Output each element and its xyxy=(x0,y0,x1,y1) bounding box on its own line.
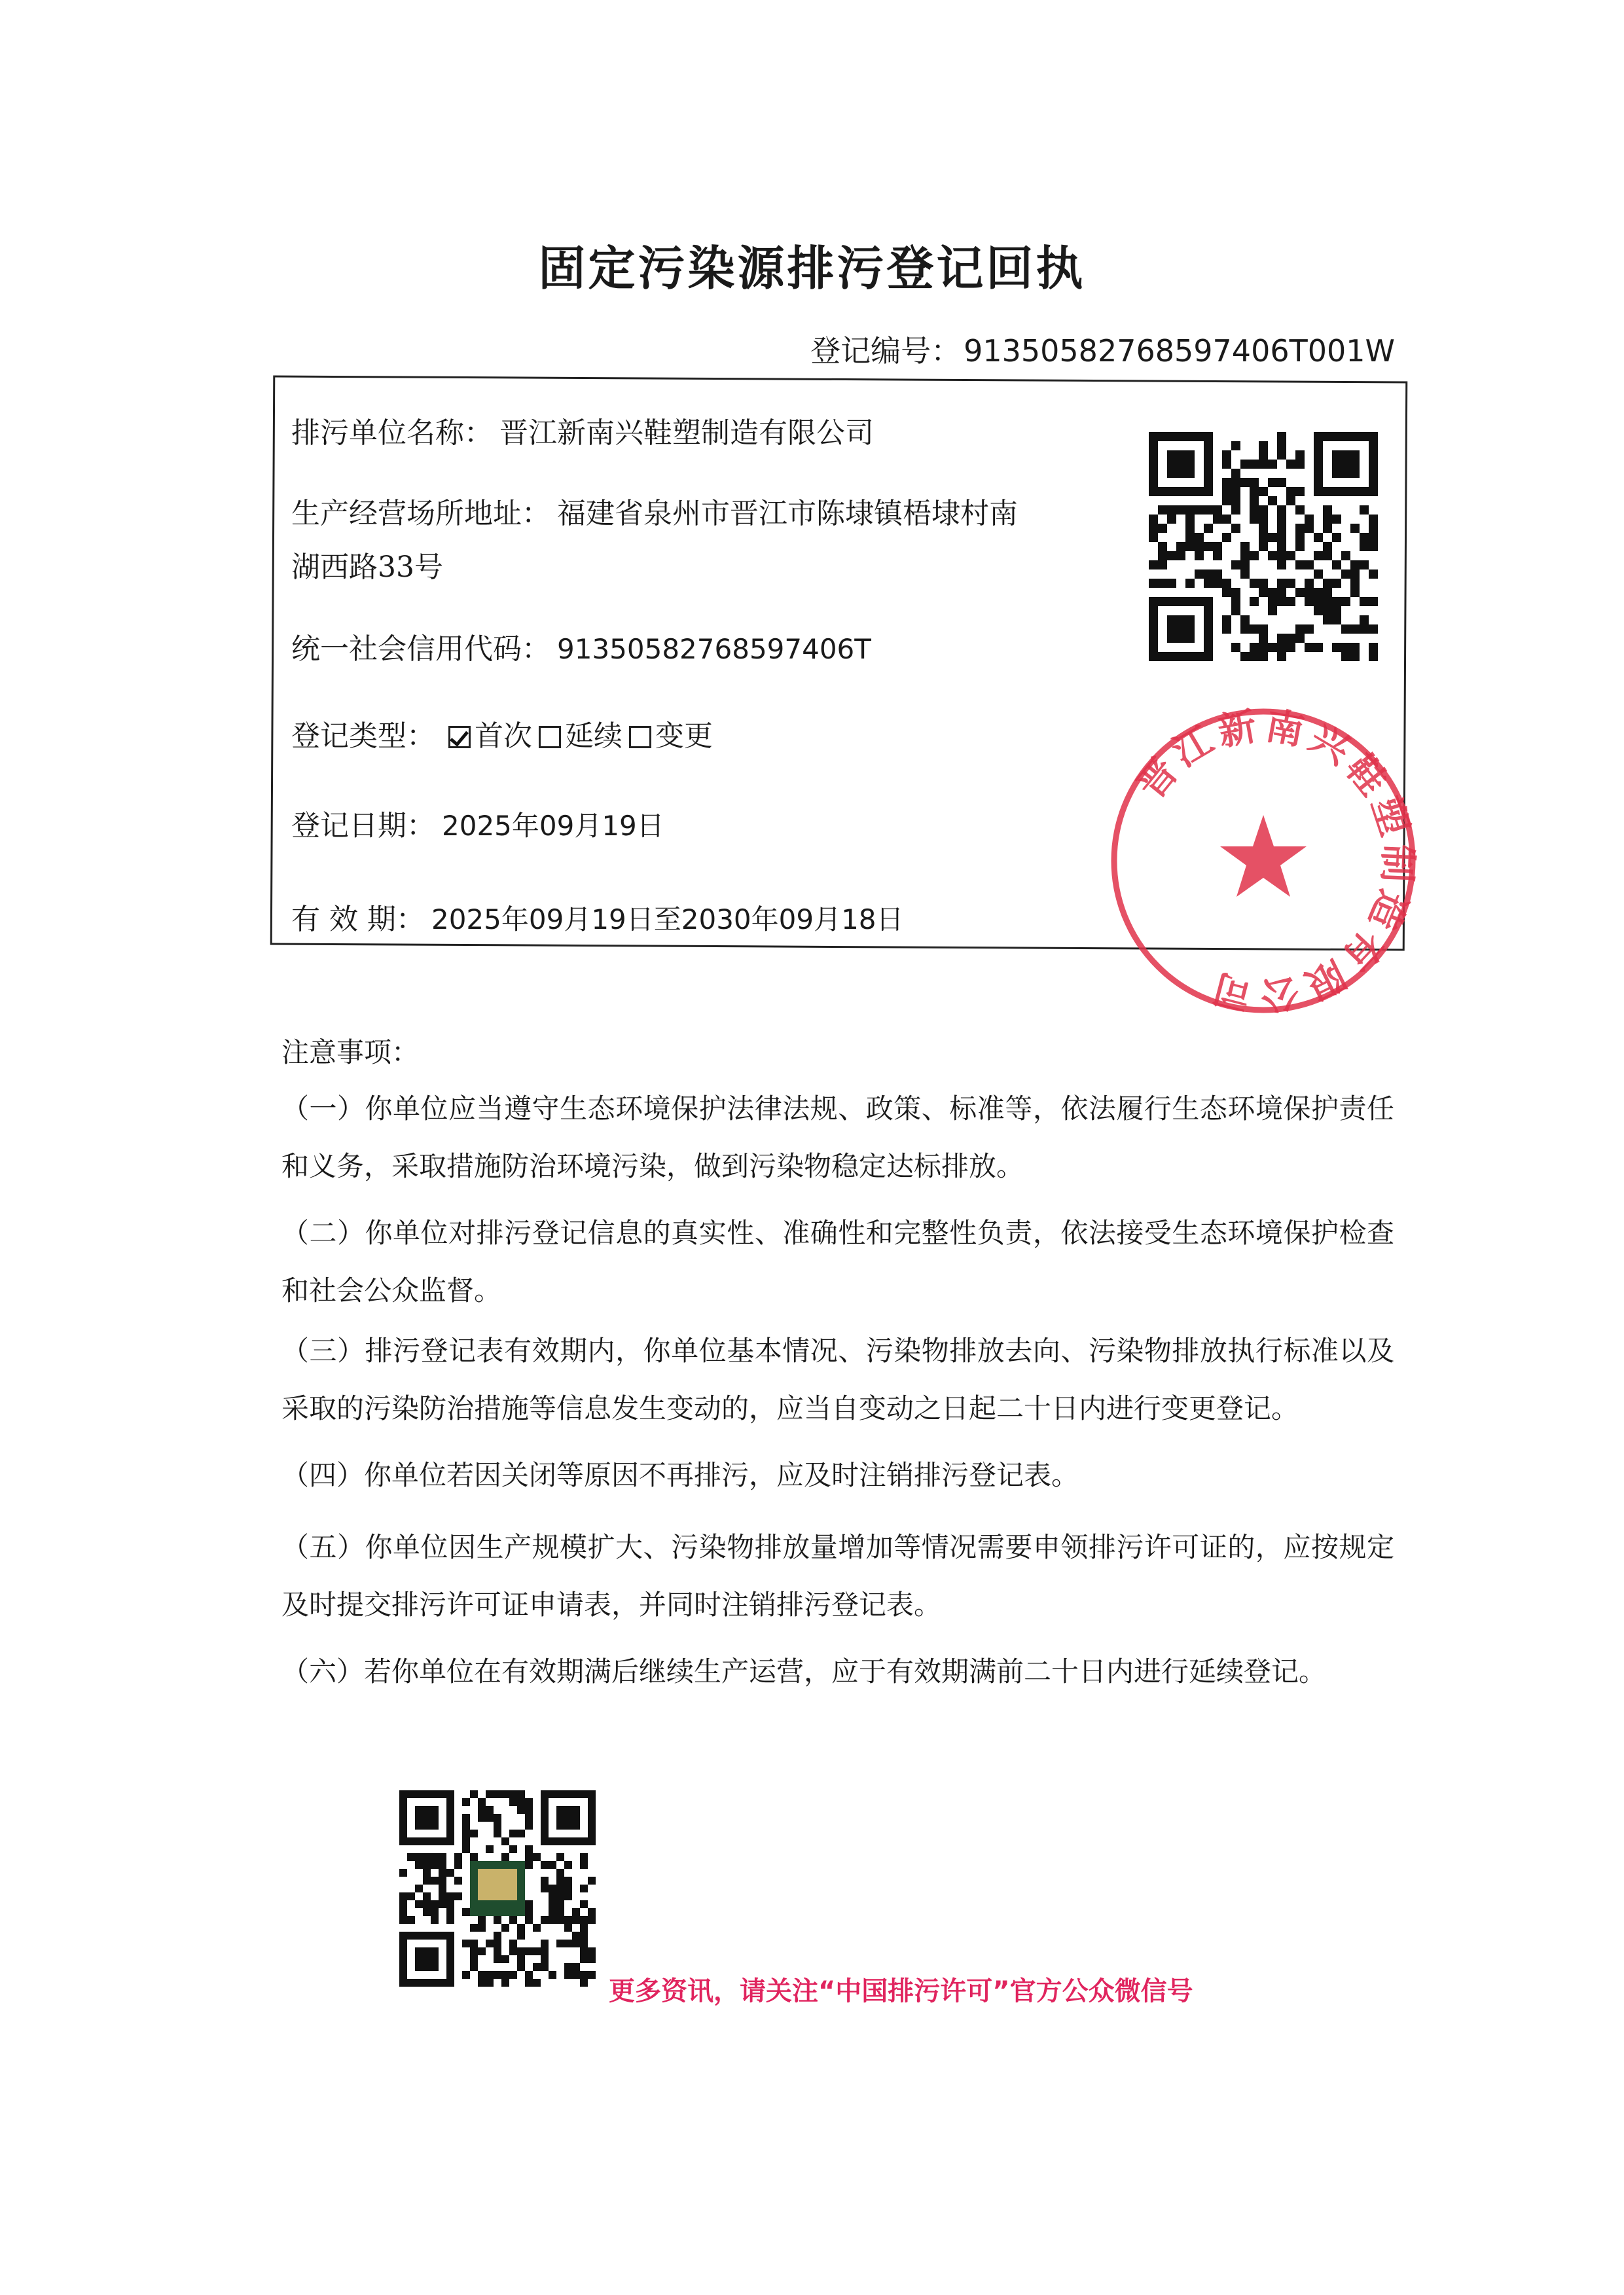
validity-row xyxy=(291,895,904,937)
registration-date-label: 登记日期： xyxy=(291,809,435,842)
registration-number xyxy=(810,327,1395,370)
note-item-3: （三）排污登记表有效期内，你单位基本情况、污染物排放去向、污染物排放执行标准以及采取的污染防治措施等信息发生变动的，应当自变动之日起二十日内进行变更登记。 xyxy=(281,1335,1394,1424)
registration-date-row xyxy=(291,802,664,844)
credit-code-label: 统一社会信用代码： xyxy=(291,632,550,666)
seal-text: 晋江新南兴鞋塑制造有限公司 xyxy=(1128,704,1420,1018)
registration-type-label: 登记类型： xyxy=(291,719,435,753)
checkbox-renewal[interactable] xyxy=(539,726,561,748)
registration-number-value: 91350582768597406T001W xyxy=(964,333,1395,369)
wechat-qr-code-icon xyxy=(399,1790,596,1987)
page-title: 固定污染源排污登记回执 xyxy=(538,241,1086,296)
address-value-line1: 福建省泉州市晋江市陈埭镇梧埭村南 xyxy=(557,497,1018,530)
address-value-line2: 湖西路33号 xyxy=(291,551,443,584)
note-item-4: （四）你单位若因关闭等原因不再排污，应及时注销排污登记表。 xyxy=(281,1459,1079,1491)
registration-date-value: 2025年09月19日 xyxy=(442,810,664,842)
option-first-time: 首次 xyxy=(475,719,532,753)
validity-label: 有 效 期： xyxy=(291,903,425,936)
unit-name-value: 晋江新南兴鞋塑制造有限公司 xyxy=(499,416,874,450)
note-item-1: （一）你单位应当遵守生态环境保护法律法规、政策、标准等，依法履行生态环境保护责任和义务，采取措施防治环境污染，做到污染物稳定达标排放。 xyxy=(281,1093,1394,1182)
credit-code-row xyxy=(291,625,871,667)
checkbox-change[interactable] xyxy=(629,726,651,748)
star-icon xyxy=(1220,815,1307,897)
note-item-5: （五）你单位因生产规模扩大、污染物排放量增加等情况需要申领排污许可证的，应按规定及时提交排污许可证申请表，并同时注销排污登记表。 xyxy=(281,1531,1394,1621)
address-row-2 xyxy=(291,543,443,585)
notes-title: 注意事项： xyxy=(281,1036,420,1068)
note-item-6: （六）若你单位在有效期满后继续生产运营，应于有效期满前二十日内进行延续登记。 xyxy=(281,1655,1327,1688)
address-label: 生产经营场所地址： xyxy=(291,497,550,530)
credit-code-value: 91350582768597406T xyxy=(557,633,871,665)
qr-code-icon xyxy=(1149,432,1378,661)
company-seal xyxy=(1106,704,1420,1018)
address-row xyxy=(291,490,1018,532)
wechat-follow-text: 更多资讯，请关注“中国排污许可”官方公众微信号 xyxy=(609,1976,1193,2006)
unit-name-label: 排污单位名称： xyxy=(291,416,493,450)
note-item-2: （二）你单位对排污登记信息的真实性、准确性和完整性负责，依法接受生态环境保护检查和社会公众监督。 xyxy=(281,1217,1394,1307)
option-renewal: 延续 xyxy=(565,719,623,753)
option-change: 变更 xyxy=(655,719,713,753)
unit-name-row xyxy=(291,409,874,451)
checkbox-first-time[interactable] xyxy=(448,726,471,748)
registration-number-label: 登记编号： xyxy=(810,333,962,369)
registration-type-row xyxy=(291,712,713,754)
validity-value: 2025年09月19日至2030年09月18日 xyxy=(431,903,904,935)
